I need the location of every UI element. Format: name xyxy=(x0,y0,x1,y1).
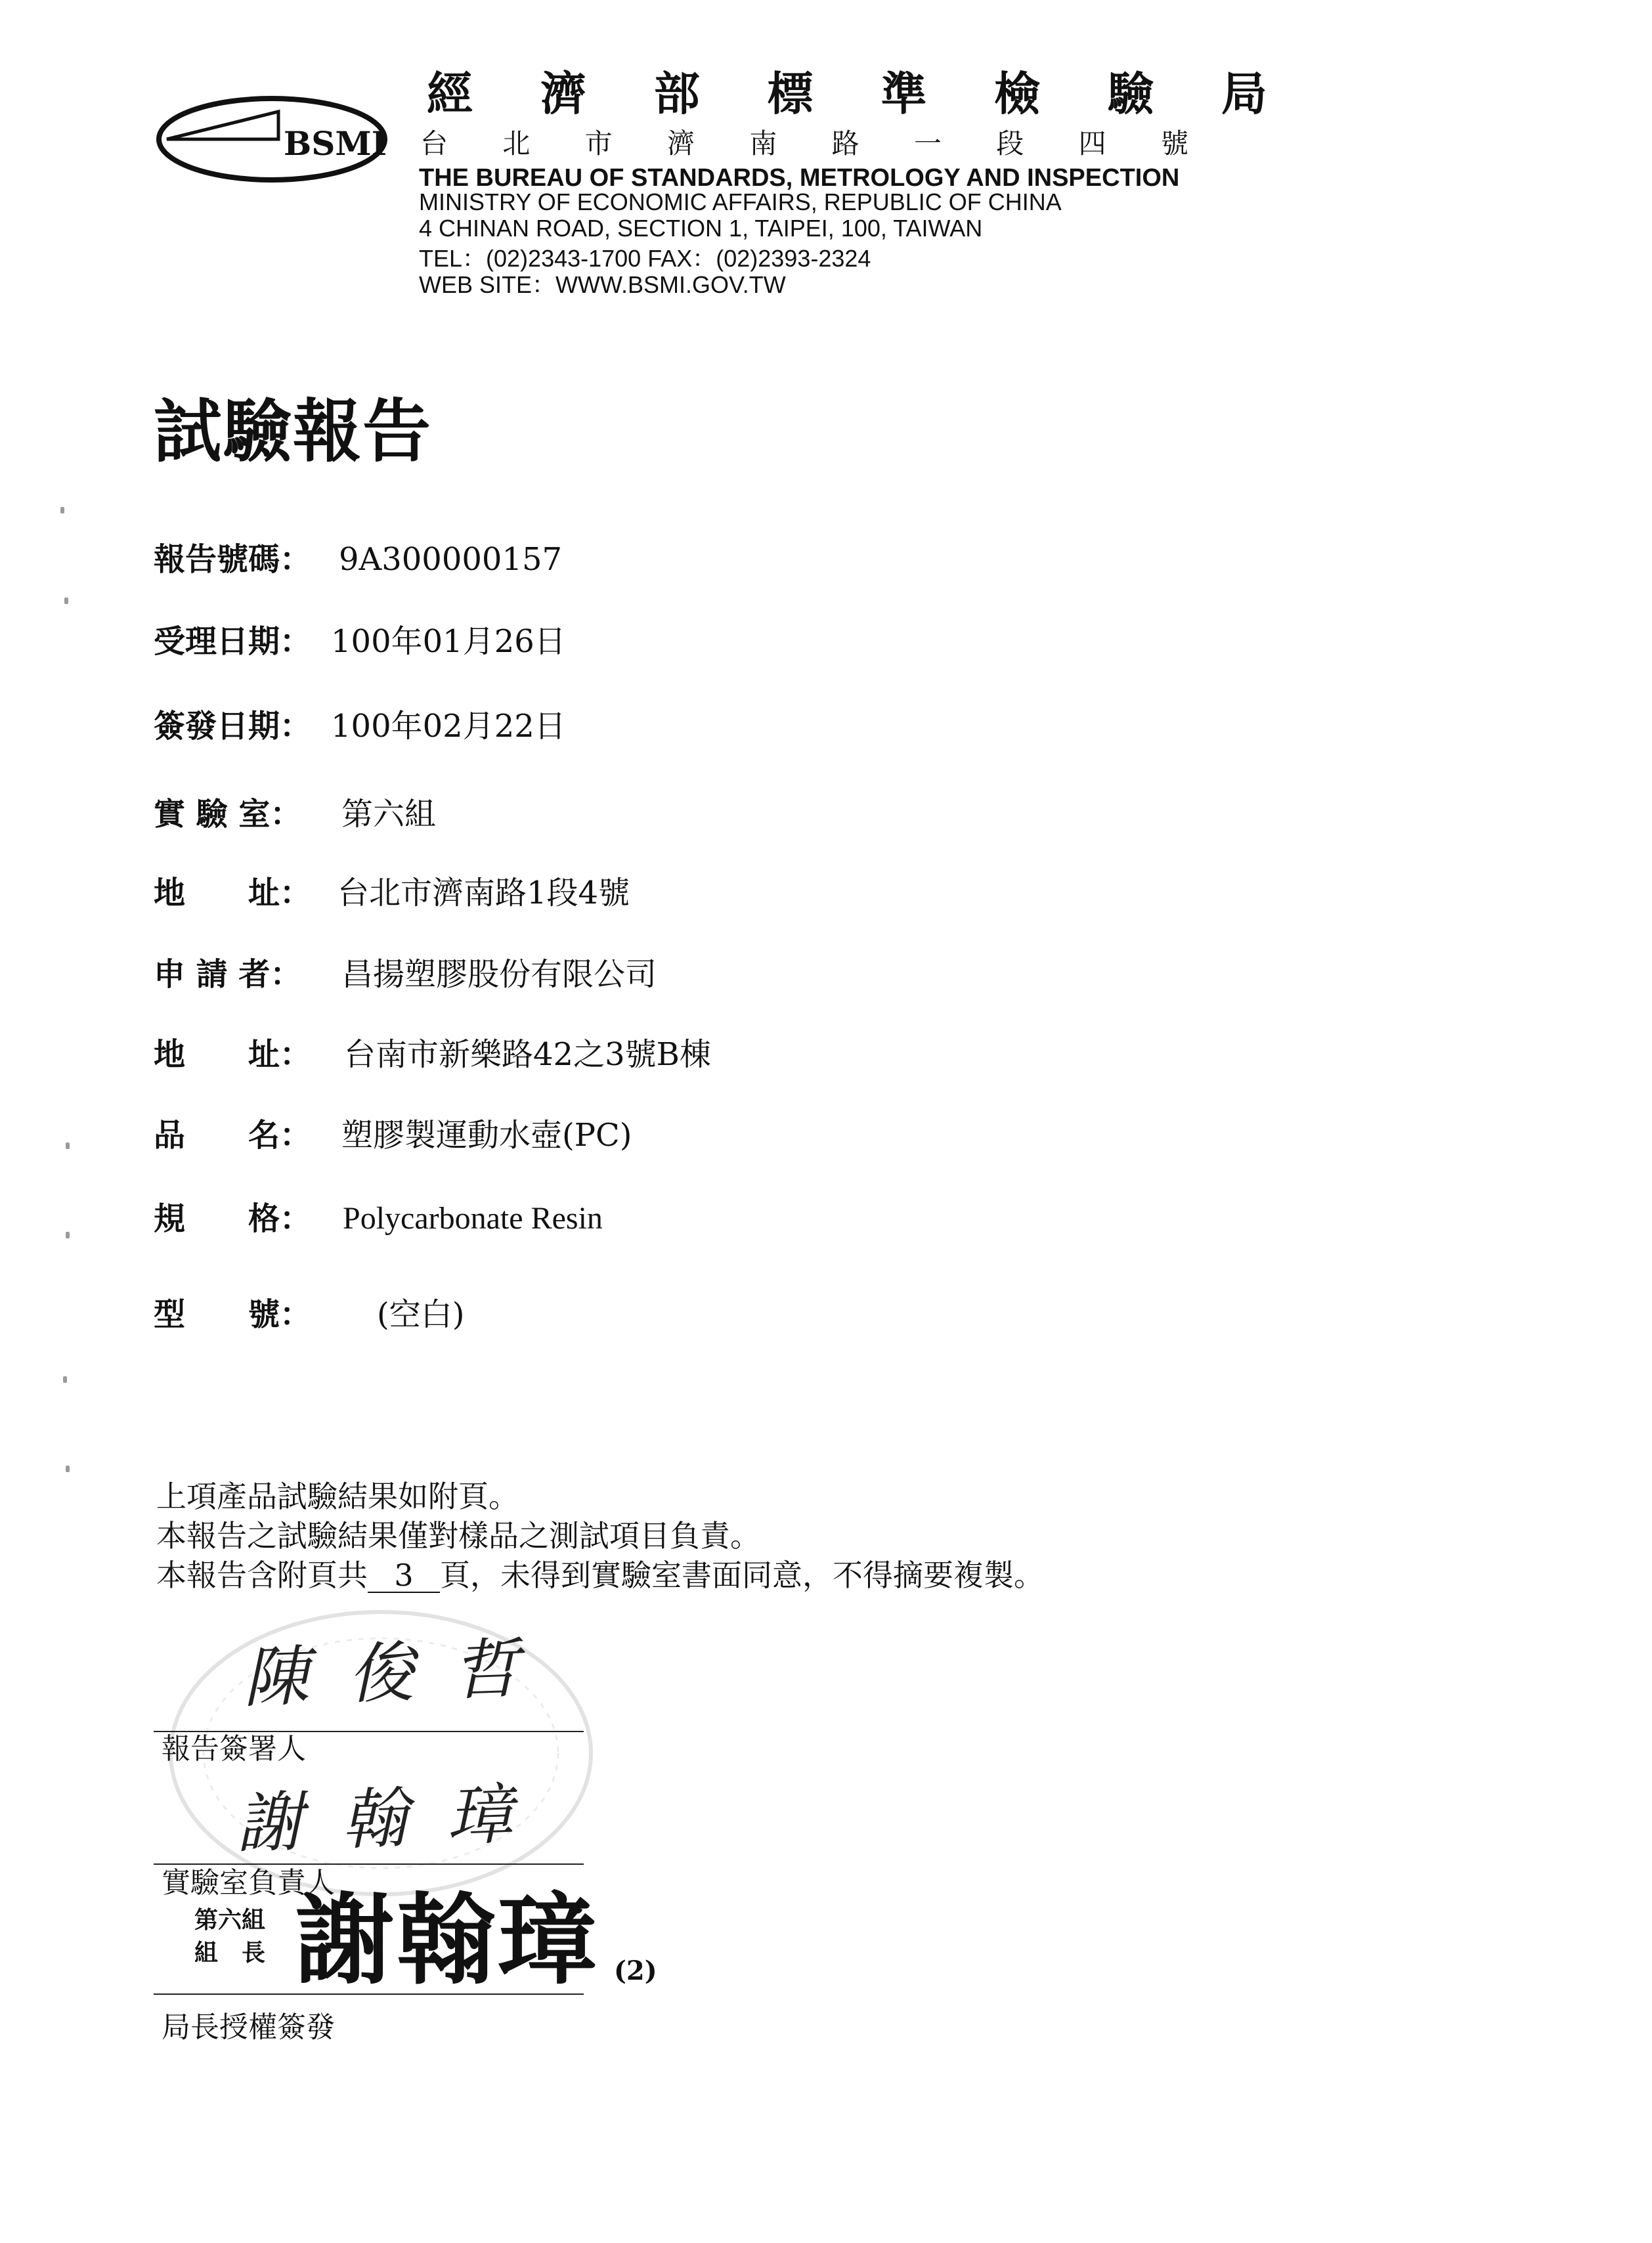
note-page-count xyxy=(156,1557,1044,1593)
handwritten-lab-head-signature: 謝翰璋 xyxy=(235,1774,553,1863)
org-name-chinese xyxy=(427,66,1267,121)
field-value: 100年02月22日 xyxy=(331,708,566,745)
org-name-char: 部 xyxy=(653,66,700,121)
field-label: 實 驗 室： xyxy=(154,796,302,833)
address-char: 濟 xyxy=(666,127,695,160)
field-value: 台南市新樂路42之3號B棟 xyxy=(344,1036,711,1073)
field-label: 簽發日期： xyxy=(154,708,312,745)
org-name-char: 檢 xyxy=(994,66,1041,121)
scan-speck xyxy=(60,507,64,513)
address-char: 一 xyxy=(913,127,942,160)
address-english: 4 CHINAN ROAD, SECTION 1, TAIPEI, 100, TAIWAN xyxy=(419,215,983,242)
address-char: 路 xyxy=(831,127,859,160)
address-char: 南 xyxy=(749,127,777,160)
note-suffix: 頁，未得到實驗室書面同意，不得摘要複製。 xyxy=(440,1557,1044,1593)
signer-caption: 報告簽署人 xyxy=(162,1732,306,1766)
field-specification xyxy=(154,1198,603,1240)
field-lab-address xyxy=(154,872,630,914)
chief-name-stamp: 謝翰璋 xyxy=(295,1883,599,1998)
field-applicant-address xyxy=(154,1034,711,1076)
note-prefix: 本報告含附頁共 xyxy=(156,1557,368,1593)
website-line: WEB SITE：WWW.BSMI.GOV.TW xyxy=(419,271,786,298)
note-sample-only: 本報告之試驗結果僅對樣品之測試項目負責。 xyxy=(156,1518,760,1554)
chief-title-label: 組 長 xyxy=(194,1939,266,1967)
org-name-english: THE BUREAU OF STANDARDS, METROLOGY AND INSPECTION xyxy=(419,164,1180,192)
field-received-date xyxy=(154,621,566,663)
field-label: 地 址： xyxy=(154,875,312,911)
scan-speck xyxy=(66,1232,70,1238)
scan-speck xyxy=(64,598,68,604)
org-name-char: 濟 xyxy=(540,66,586,121)
org-name-char: 驗 xyxy=(1108,66,1154,121)
field-label: 受理日期： xyxy=(154,623,312,660)
field-issue-date xyxy=(154,705,566,747)
chief-stamp-number: (2) xyxy=(614,1955,657,1986)
field-value: 台北市濟南路1段4號 xyxy=(337,875,630,911)
org-name-char: 準 xyxy=(880,66,927,121)
org-name-char: 經 xyxy=(427,66,473,121)
field-value: 昌揚塑膠股份有限公司 xyxy=(341,956,657,993)
address-char: 北 xyxy=(502,127,531,160)
scan-speck xyxy=(66,1466,70,1472)
field-value: 9A300000157 xyxy=(339,541,563,578)
address-char: 段 xyxy=(996,127,1024,160)
director-caption: 局長授權簽發 xyxy=(162,2011,335,2044)
org-name-char: 標 xyxy=(767,66,814,121)
field-value: 100年01月26日 xyxy=(331,623,566,660)
field-label: 申 請 者： xyxy=(154,956,302,993)
page-title: 試驗報告 xyxy=(154,391,433,471)
page-count-value: 3 xyxy=(368,1560,440,1593)
field-label: 規 格： xyxy=(154,1200,312,1237)
field-laboratory xyxy=(154,793,437,835)
address-char: 台 xyxy=(420,127,448,160)
field-value: 第六組 xyxy=(341,796,437,833)
scan-speck xyxy=(66,1143,70,1149)
field-label: 地 址： xyxy=(154,1036,312,1073)
address-char: 號 xyxy=(1160,127,1188,160)
field-applicant xyxy=(154,953,657,995)
lab-head-caption: 實驗室負責人 xyxy=(162,1866,335,1900)
field-report-number xyxy=(154,538,563,580)
svg-text:BSMI: BSMI xyxy=(284,124,387,163)
scan-speck xyxy=(63,1376,67,1383)
ministry-english: MINISTRY OF ECONOMIC AFFAIRS, REPUBLIC OF CHINA xyxy=(419,188,1062,215)
handwritten-signer-signature: 陳俊哲 xyxy=(242,1628,559,1717)
contact-line: TEL：(02)2343-1700 FAX：(02)2393-2324 xyxy=(419,245,871,272)
field-value: (空白) xyxy=(377,1296,465,1333)
field-model xyxy=(154,1294,465,1336)
address-char: 市 xyxy=(584,127,613,160)
field-label: 報告號碼： xyxy=(154,541,312,578)
signature-line xyxy=(154,1993,584,1995)
address-chinese xyxy=(420,127,1188,160)
field-product-name xyxy=(154,1114,632,1156)
field-label: 品 名： xyxy=(154,1117,312,1154)
field-label: 型 號： xyxy=(154,1296,312,1333)
bsmi-logo xyxy=(154,92,403,190)
org-name-char: 局 xyxy=(1221,66,1267,121)
address-char: 四 xyxy=(1078,127,1106,160)
note-results-attached: 上項產品試驗結果如附頁。 xyxy=(156,1479,519,1514)
field-value: Polycarbonate Resin xyxy=(343,1201,603,1236)
signature-line xyxy=(154,1863,584,1865)
chief-group-label: 第六組 xyxy=(194,1906,266,1934)
field-value: 塑膠製運動水壺(PC) xyxy=(341,1117,632,1154)
